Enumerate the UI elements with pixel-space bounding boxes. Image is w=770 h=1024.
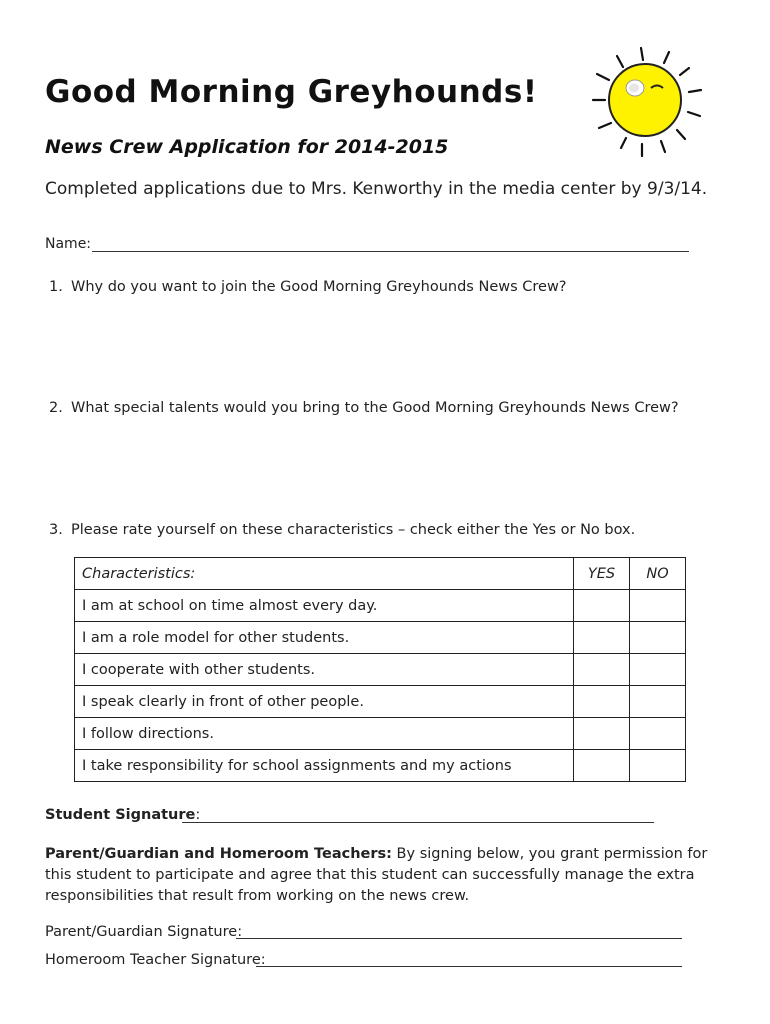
table-row xyxy=(75,590,686,622)
yes-checkbox[interactable] xyxy=(574,750,630,782)
due-notice: Completed applications due to Mrs. Kenworthy in the media center by 9/3/14. xyxy=(45,179,708,199)
permission-lead: Parent/Guardian and Homeroom Teachers: xyxy=(45,846,392,862)
no-checkbox[interactable] xyxy=(630,718,686,750)
no-checkbox[interactable] xyxy=(630,654,686,686)
question-1 xyxy=(49,279,567,295)
student-signature-colon: : xyxy=(195,807,201,823)
table-row xyxy=(75,686,686,718)
question-2 xyxy=(49,400,679,416)
name-field[interactable] xyxy=(92,251,689,252)
sun-icon xyxy=(585,44,715,164)
header-yes: YES xyxy=(574,558,630,590)
question-text: What special talents would you bring to the Good Morning Greyhounds News Crew? xyxy=(71,400,679,416)
table-row xyxy=(75,654,686,686)
student-signature-label xyxy=(45,807,200,823)
question-3 xyxy=(49,522,635,538)
no-checkbox[interactable] xyxy=(630,686,686,718)
parent-signature-label: Parent/Guardian Signature: xyxy=(45,924,243,940)
no-checkbox[interactable] xyxy=(630,590,686,622)
question-number: 2. xyxy=(49,400,63,416)
page-subtitle: News Crew Application for 2014-2015 xyxy=(45,136,449,158)
yes-checkbox[interactable] xyxy=(574,718,630,750)
question-text: Why do you want to join the Good Morning Greyhounds News Crew? xyxy=(71,279,567,295)
characteristics-table xyxy=(74,557,686,782)
name-label: Name: xyxy=(45,236,92,252)
teacher-signature-field[interactable] xyxy=(256,966,682,967)
characteristic-text: I speak clearly in front of other people. xyxy=(75,686,574,718)
characteristic-text: I follow directions. xyxy=(75,718,574,750)
table-row xyxy=(75,750,686,782)
characteristic-text: I cooperate with other students. xyxy=(75,654,574,686)
table-header-row xyxy=(75,558,686,590)
characteristic-text: I take responsibility for school assignments and my actions xyxy=(75,750,574,782)
no-checkbox[interactable] xyxy=(630,622,686,654)
yes-checkbox[interactable] xyxy=(574,686,630,718)
yes-checkbox[interactable] xyxy=(574,654,630,686)
header-no: NO xyxy=(630,558,686,590)
permission-paragraph xyxy=(45,844,735,907)
characteristic-text: I am at school on time almost every day. xyxy=(75,590,574,622)
page-title: Good Morning Greyhounds! xyxy=(45,74,538,110)
no-checkbox[interactable] xyxy=(630,750,686,782)
table-row xyxy=(75,622,686,654)
question-number: 3. xyxy=(49,522,63,538)
characteristic-text: I am a role model for other students. xyxy=(75,622,574,654)
yes-checkbox[interactable] xyxy=(574,622,630,654)
yes-checkbox[interactable] xyxy=(574,590,630,622)
header-characteristics: Characteristics: xyxy=(75,558,574,590)
parent-signature-field[interactable] xyxy=(236,938,682,939)
teacher-signature-label: Homeroom Teacher Signature: xyxy=(45,952,266,968)
permission-text: By signing below, you grant permission for this student to participate and agree that this student can successfully manage the extra responsibilities that result from working on the news crew. xyxy=(45,846,708,904)
student-signature-field[interactable] xyxy=(182,822,654,823)
question-text: Please rate yourself on these characteristics – check either the Yes or No box. xyxy=(71,522,636,538)
student-signature-label-text: Student Signature xyxy=(45,807,196,823)
table-row xyxy=(75,718,686,750)
question-number: 1. xyxy=(49,279,63,295)
